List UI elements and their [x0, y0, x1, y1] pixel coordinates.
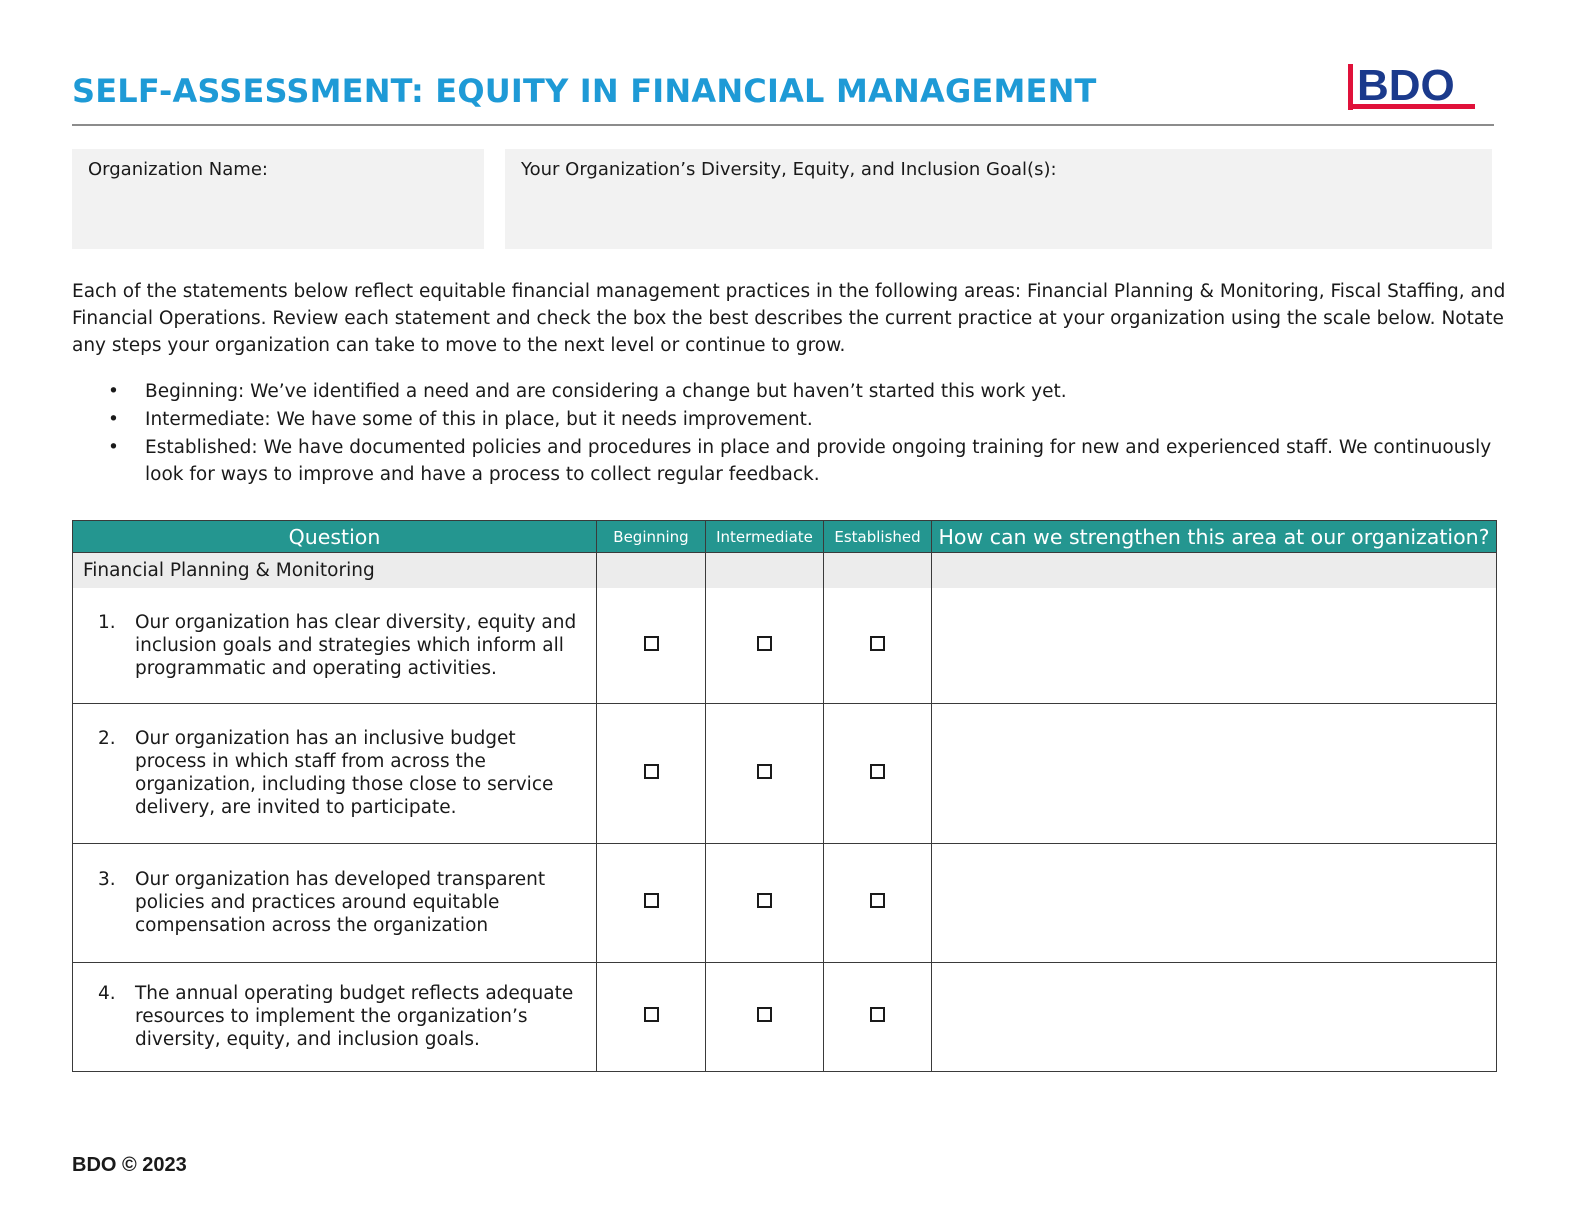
- established-cell: [824, 962, 932, 1071]
- header-established: Established: [824, 521, 932, 553]
- section-row: [73, 553, 1497, 589]
- table-header-row: [73, 521, 1497, 553]
- section-blank: [597, 553, 706, 589]
- footer-copyright: BDO © 2023: [72, 1154, 187, 1176]
- title-divider: [72, 124, 1494, 126]
- organization-name-field[interactable]: [72, 149, 484, 249]
- question-cell: [73, 843, 597, 962]
- checkbox-intermediate[interactable]: [757, 893, 772, 908]
- checkbox-established[interactable]: [870, 893, 885, 908]
- beginning-cell: [597, 843, 706, 962]
- intermediate-cell: [706, 962, 824, 1071]
- header-strengthen: How can we strengthen this area at our organization?: [932, 521, 1497, 553]
- checkbox-established[interactable]: [870, 1007, 885, 1022]
- level-established: [72, 434, 1512, 488]
- checkbox-intermediate[interactable]: [757, 1007, 772, 1022]
- checkbox-intermediate[interactable]: [757, 764, 772, 779]
- organization-name-label: Organization Name:: [88, 159, 268, 180]
- checkbox-beginning[interactable]: [644, 636, 659, 651]
- question-number: 2.: [98, 728, 116, 749]
- intro-paragraph: Each of the statements below reflect equitable financial management practices in the following areas: Financial Planning & Monitoring, Fiscal Staffing, and Financial Operations. Review each statement and check the box the best describes the current practice at your organization using the scale below. Notate any steps your organization can take to move to the next level or continue to grow.: [72, 281, 1506, 356]
- established-cell: [824, 588, 932, 703]
- checkbox-intermediate[interactable]: [757, 636, 772, 651]
- question-cell: [73, 588, 597, 703]
- established-cell: [824, 703, 932, 843]
- question-number: 3.: [98, 869, 116, 890]
- table-row: [73, 703, 1497, 843]
- page-title: SELF-ASSESSMENT: EQUITY IN FINANCIAL MANAGEMENT: [72, 72, 1097, 110]
- bullet-icon: •: [108, 437, 119, 458]
- question-text: Our organization has clear diversity, equity and inclusion goals and strategies which inform all programmatic and operating activities.: [135, 611, 577, 679]
- dei-goals-label: Your Organization’s Diversity, Equity, and Inclusion Goal(s):: [521, 159, 1057, 180]
- section-blank: [824, 553, 932, 589]
- checkbox-established[interactable]: [870, 764, 885, 779]
- question-text: Our organization has developed transparent policies and practices around equitable compensation across the organization: [135, 869, 546, 936]
- question-number: 4.: [98, 983, 116, 1004]
- intermediate-cell: [706, 703, 824, 843]
- strengthen-notes-cell[interactable]: [932, 588, 1497, 703]
- dei-goals-field[interactable]: [505, 149, 1492, 249]
- header-intermediate: Intermediate: [706, 521, 824, 553]
- beginning-cell: [597, 588, 706, 703]
- level-text: Beginning: We’ve identified a need and are considering a change but haven’t started this work yet.: [145, 381, 1067, 402]
- question-text: Our organization has an inclusive budget process in which staff from across the organization, including those close to service delivery, are invited to participate.: [135, 728, 554, 818]
- header-beginning: Beginning: [597, 521, 706, 553]
- table-row: [73, 588, 1497, 703]
- checkbox-established[interactable]: [870, 636, 885, 651]
- question-number: 1.: [98, 611, 116, 633]
- assessment-table: [72, 520, 1497, 1072]
- table-row: [73, 843, 1497, 962]
- bullet-icon: •: [108, 409, 119, 430]
- strengthen-notes-cell[interactable]: [932, 843, 1497, 962]
- table-row: [73, 962, 1497, 1071]
- question-cell: [73, 703, 597, 843]
- established-cell: [824, 843, 932, 962]
- strengthen-notes-cell[interactable]: [932, 962, 1497, 1071]
- question-text: The annual operating budget reflects adequate resources to implement the organization’s diversity, equity, and inclusion goals.: [135, 983, 574, 1050]
- logo-text: BDO: [1357, 61, 1455, 110]
- section-blank: [706, 553, 824, 589]
- question-cell: [73, 962, 597, 1071]
- intermediate-cell: [706, 843, 824, 962]
- level-beginning: [72, 378, 1512, 405]
- level-intermediate: [72, 406, 1512, 433]
- beginning-cell: [597, 962, 706, 1071]
- level-text: Established: We have documented policies and procedures in place and provide ongoing training for new and experienced staff. We continuously look for ways to improve and have a process to collect regular feedback.: [145, 437, 1492, 485]
- header-question: Question: [73, 521, 597, 553]
- section-label: Financial Planning & Monitoring: [73, 553, 597, 589]
- bullet-icon: •: [108, 381, 119, 402]
- level-text: Intermediate: We have some of this in place, but it needs improvement.: [145, 409, 813, 430]
- checkbox-beginning[interactable]: [644, 764, 659, 779]
- intermediate-cell: [706, 588, 824, 703]
- beginning-cell: [597, 703, 706, 843]
- checkbox-beginning[interactable]: [644, 893, 659, 908]
- checkbox-beginning[interactable]: [644, 1007, 659, 1022]
- level-definitions: [72, 378, 1512, 489]
- section-blank: [932, 553, 1497, 589]
- strengthen-notes-cell[interactable]: [932, 703, 1497, 843]
- bdo-logo: [1348, 60, 1478, 114]
